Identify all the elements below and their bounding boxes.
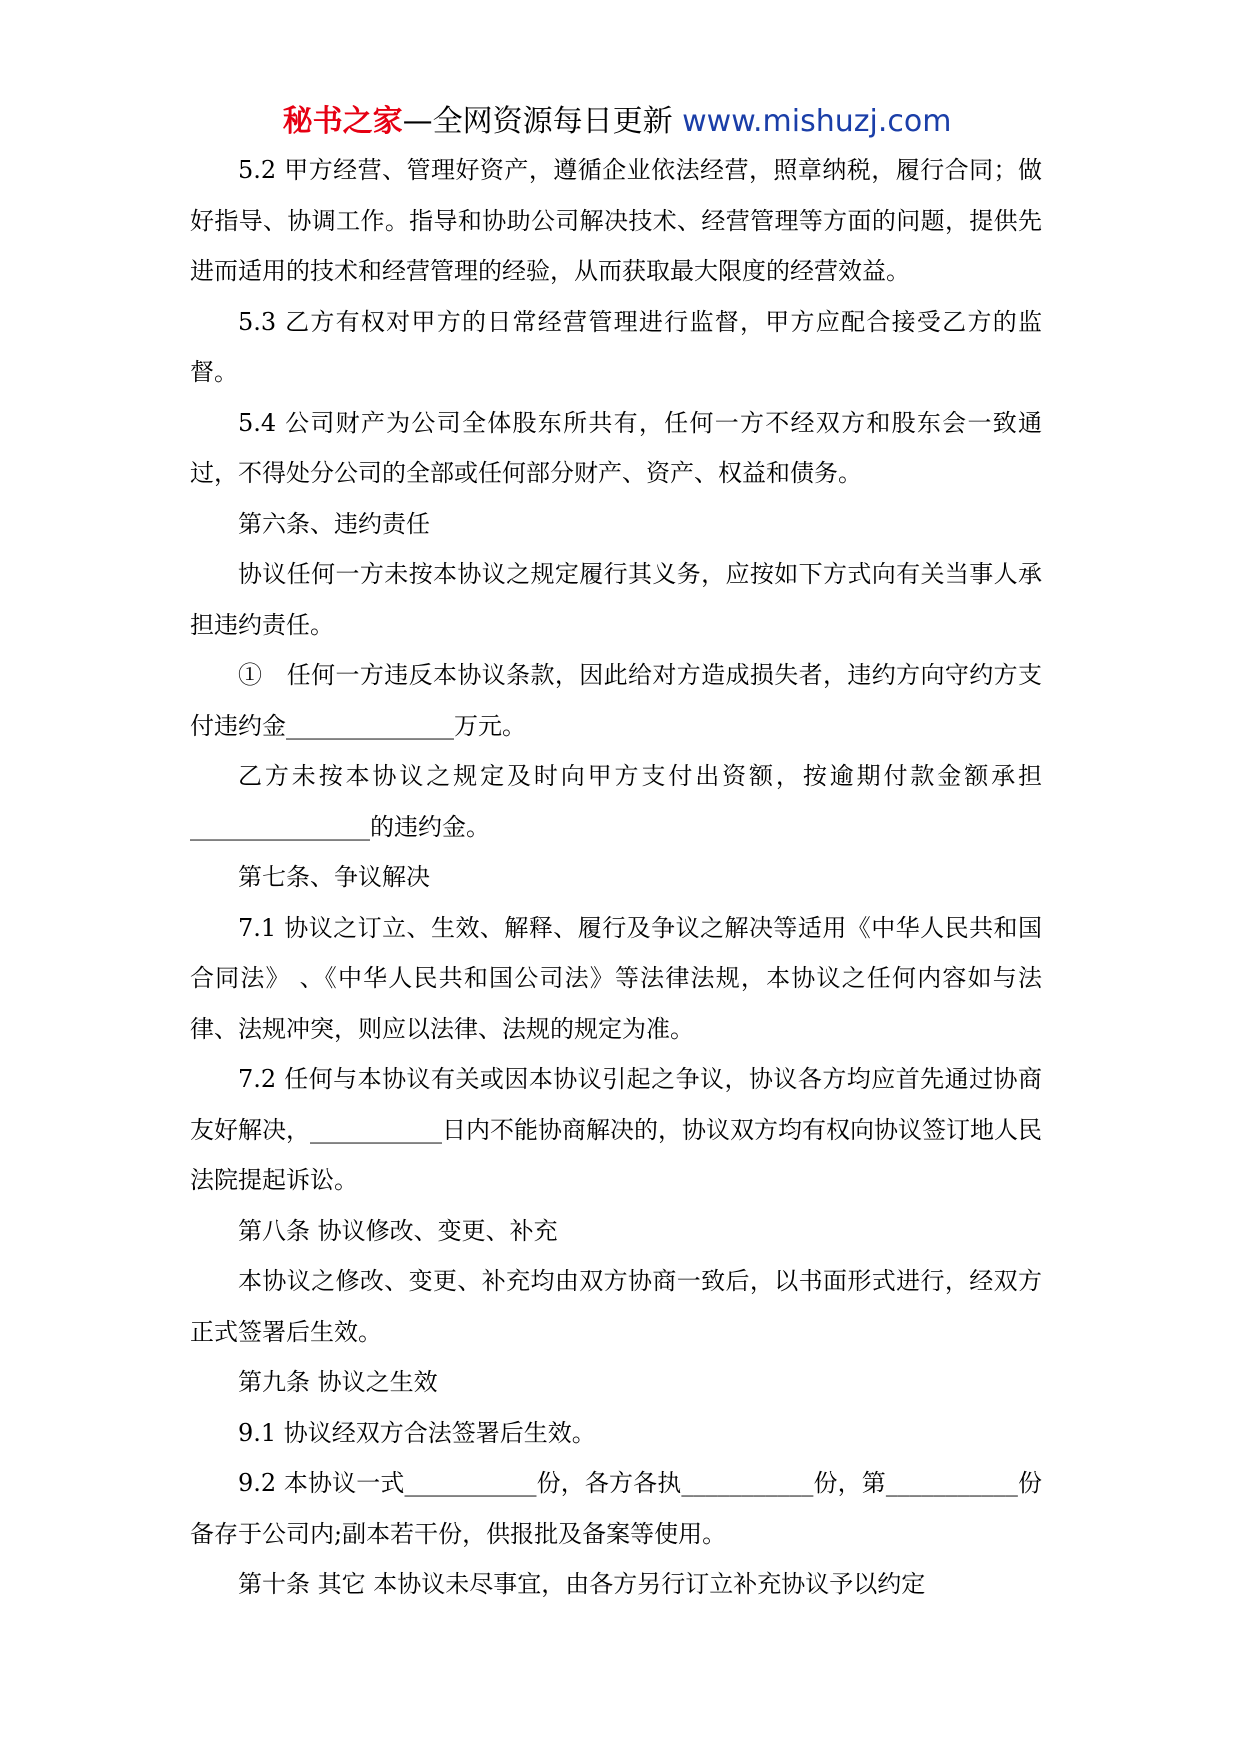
- clause-9-2: 9.2 本协议一式___________份，各方各执___________份，第___________份备存于公司内;副本若干份，供报批及备案等使用。: [190, 1469, 1042, 1548]
- clause-5-2: 5.2 甲方经营、管理好资产，遵循企业依法经营，照章纳税，履行合同；做好指导、协调工作。指导和协助公司解决技术、经营管理等方面的问题，提供先进而适用的技术和经营管理的经验，从而获取最大限度的经营效益。: [190, 156, 1042, 285]
- article-6-item-2: 乙方未按本协议之规定及时向甲方支付出资额，按逾期付款金额承担_______________的违约金。: [190, 762, 1042, 841]
- clause-9-1: 9.1 协议经双方合法签署后生效。: [238, 1418, 596, 1447]
- clause-7-2: 7.2 任何与本协议有关或因本协议引起之争议，协议各方均应首先通过协商友好解决，___________日内不能协商解决的，协议双方均有权向协议签订地人民法院提起诉讼。: [190, 1065, 1042, 1194]
- article-8-heading: 第八条 协议修改、变更、补充: [238, 1216, 558, 1245]
- clause-5-4: 5.4 公司财产为公司全体股东所共有，任何一方不经双方和股东会一致通过，不得处分公司的全部或任何部分财产、资产、权益和债务。: [190, 408, 1042, 487]
- article-6-intro: 协议任何一方未按本协议之规定履行其义务，应按如下方式向有关当事人承担违约责任。: [190, 560, 1042, 639]
- site-url: www.mishuzj.com: [682, 104, 952, 139]
- clause-7-1: 7.1 协议之订立、生效、解释、履行及争议之解决等适用《中华人民共和国合同法》 、《中华人民共和国公司法》等法律法规，本协议之任何内容如与法律、法规冲突，则应以法律、法规的规定为准。: [190, 913, 1042, 1043]
- article-6-item-1: ① 任何一方违反本协议条款，因此给对方造成损失者，违约方向守约方支付违约金______________万元。: [190, 661, 1042, 740]
- article-6-heading: 第六条、违约责任: [238, 509, 430, 538]
- site-header: [0, 100, 1234, 144]
- article-9-heading: 第九条 协议之生效: [238, 1368, 438, 1396]
- article-8-body: 本协议之修改、变更、补充均由双方协商一致后，以书面形式进行，经双方正式签署后生效。: [190, 1267, 1042, 1346]
- site-slogan: —全网资源每日更新: [402, 104, 673, 139]
- document-body: [190, 145, 1042, 1610]
- clause-5-3: 5.3 乙方有权对甲方的日常经营管理进行监督，甲方应配合接受乙方的监督。: [190, 307, 1042, 386]
- site-brand: 秘书之家: [282, 104, 403, 139]
- article-10: 第十条 其它 本协议未尽事宜，由各方另行订立补充协议予以约定: [238, 1570, 926, 1598]
- article-7-heading: 第七条、争议解决: [238, 863, 430, 891]
